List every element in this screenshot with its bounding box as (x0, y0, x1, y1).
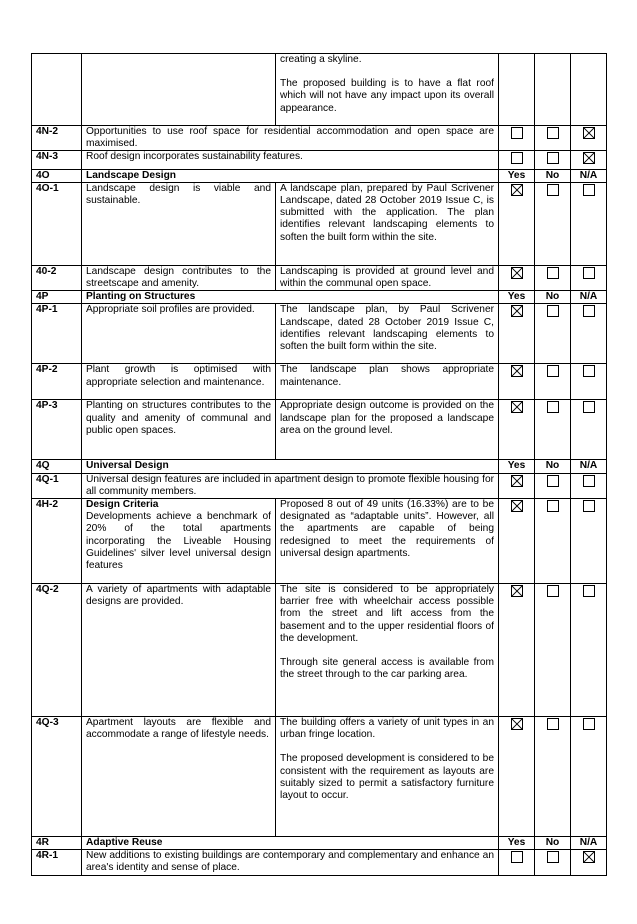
cell-no (535, 304, 571, 364)
checkbox-icon[interactable] (583, 585, 595, 597)
comment-paragraph: A landscape plan, prepared by Paul Scrivener Landscape, dated 28 October 2019 Issue C, is submitted with the application. The plan identifies relevant landscaping elements to soften the built form within the site. (280, 182, 494, 243)
cell-no (535, 850, 571, 875)
no-header: No (535, 291, 571, 304)
cell-na (571, 473, 607, 498)
comment-paragraph: The landscape plan shows appropriate maintenance. (280, 364, 494, 388)
table-row (32, 364, 607, 400)
objective-code: 4Q-2 (32, 584, 82, 717)
table-row (32, 473, 607, 498)
cell-no (535, 151, 571, 169)
checkbox-icon[interactable] (547, 184, 559, 196)
comment-cell (276, 182, 499, 265)
document-page (31, 53, 607, 876)
section-code: 4P (32, 291, 82, 304)
section-title: Adaptive Reuse (82, 837, 499, 850)
requirement-text: Plant growth is optimised with appropriate selection and maintenance. (82, 364, 276, 400)
objective-code: 4P-2 (32, 364, 82, 400)
table-row (32, 400, 607, 460)
comment-paragraph: Through site general access is available from the street through to the car parking area. (280, 657, 494, 681)
requirement-text: Roof design incorporates sustainability features. (82, 151, 499, 169)
no-header: No (535, 837, 571, 850)
table-row (32, 151, 607, 169)
objective-code (32, 54, 82, 126)
objective-code: 4O-1 (32, 182, 82, 265)
checkbox-icon[interactable] (547, 127, 559, 139)
yes-header: Yes (499, 291, 535, 304)
no-header: No (535, 169, 571, 182)
cell-no (535, 54, 571, 126)
checked-box-icon[interactable] (511, 184, 523, 196)
comment-paragraph: Appropriate design outcome is provided on the landscape plan for the proposed a landscape area on the ground level. (280, 400, 494, 436)
checkbox-icon[interactable] (583, 305, 595, 317)
checkbox-icon[interactable] (547, 500, 559, 512)
objective-code: 4H-2 (32, 499, 82, 584)
cell-no (535, 473, 571, 498)
cell-na (571, 304, 607, 364)
checkbox-icon[interactable] (583, 475, 595, 487)
checked-box-icon[interactable] (583, 152, 595, 164)
cell-na (571, 717, 607, 837)
checked-box-icon[interactable] (583, 127, 595, 139)
checkbox-icon[interactable] (547, 267, 559, 279)
requirement-text: Apartment layouts are flexible and accommodate a range of lifestyle needs. (82, 717, 276, 837)
comment-cell (276, 54, 499, 126)
requirement-text: Landscape design contributes to the streetscape and amenity. (82, 265, 276, 290)
cell-no (535, 364, 571, 400)
objective-code: 4P-1 (32, 304, 82, 364)
cell-no (535, 182, 571, 265)
cell-yes (499, 499, 535, 584)
cell-yes (499, 850, 535, 875)
checkbox-icon[interactable] (511, 127, 523, 139)
cell-na (571, 151, 607, 169)
checked-box-icon[interactable] (583, 851, 595, 863)
comment-paragraph: The building offers a variety of unit types in an urban fringe location. (280, 717, 494, 741)
cell-no (535, 265, 571, 290)
na-header: N/A (571, 837, 607, 850)
comment-cell (276, 717, 499, 837)
section-header-row (32, 291, 607, 304)
checkbox-icon[interactable] (547, 475, 559, 487)
cell-yes (499, 717, 535, 837)
na-header: N/A (571, 291, 607, 304)
checked-box-icon[interactable] (511, 365, 523, 377)
section-code: 4O (32, 169, 82, 182)
checkbox-icon[interactable] (547, 365, 559, 377)
section-code: 4Q (32, 460, 82, 473)
na-header: N/A (571, 460, 607, 473)
requirement-text: New additions to existing buildings are contemporary and complementary and enhance an area's identity and sense of place. (82, 850, 499, 875)
requirement-text: Landscape design is viable and sustainable. (82, 182, 276, 265)
section-header-row (32, 837, 607, 850)
comment-paragraph: The proposed building is to have a flat roof which will not have any impact upon its overall appearance. (280, 78, 494, 114)
cell-na (571, 182, 607, 265)
checkbox-icon[interactable] (511, 152, 523, 164)
comment-paragraph: The site is considered to be appropriately barrier free with wheelchair access possible from the street and lift access from the basement and to the upper residential floors of the development. (280, 584, 494, 644)
checkbox-icon[interactable] (547, 152, 559, 164)
checkbox-icon[interactable] (583, 500, 595, 512)
comment-cell (276, 400, 499, 460)
cell-yes (499, 364, 535, 400)
cell-no (535, 400, 571, 460)
requirement-cell (82, 499, 276, 584)
section-title: Landscape Design (82, 169, 499, 182)
cell-yes (499, 584, 535, 717)
checkbox-icon[interactable] (547, 305, 559, 317)
table-row (32, 182, 607, 265)
comment-paragraph: Proposed 8 out of 49 units (16.33%) are to be designated as “adaptable units”. However, all the apartments are capable of being redesigned to meet the requirements of universal design apartments. (280, 499, 494, 559)
checked-box-icon[interactable] (511, 267, 523, 279)
requirement-text: Universal design features are included in apartment design to promote flexible housing for all community members. (82, 473, 499, 498)
checked-box-icon[interactable] (511, 305, 523, 317)
objective-code: 4Q-1 (32, 473, 82, 498)
cell-na (571, 499, 607, 584)
section-header-row (32, 460, 607, 473)
cell-yes (499, 182, 535, 265)
checkbox-icon[interactable] (547, 718, 559, 730)
table-row (32, 54, 607, 126)
requirement-text: Appropriate soil profiles are provided. (82, 304, 276, 364)
cell-yes (499, 400, 535, 460)
table-row (32, 265, 607, 290)
checkbox-icon[interactable] (583, 401, 595, 413)
checked-box-icon[interactable] (511, 401, 523, 413)
checkbox-icon[interactable] (547, 585, 559, 597)
checkbox-icon[interactable] (511, 851, 523, 863)
cell-yes (499, 151, 535, 169)
cell-na (571, 850, 607, 875)
checkbox-icon[interactable] (583, 267, 595, 279)
cell-na (571, 126, 607, 151)
objective-code: 4N-2 (32, 126, 82, 151)
requirement-text: A variety of apartments with adaptable designs are provided. (82, 584, 276, 717)
objective-code: 40-2 (32, 265, 82, 290)
checked-box-icon[interactable] (511, 475, 523, 487)
yes-header: Yes (499, 460, 535, 473)
checkbox-icon[interactable] (583, 184, 595, 196)
cell-yes (499, 126, 535, 151)
section-code: 4R (32, 837, 82, 850)
no-header: No (535, 460, 571, 473)
cell-yes (499, 265, 535, 290)
objective-code: 4R-1 (32, 850, 82, 875)
table-row (32, 850, 607, 875)
comment-cell (276, 499, 499, 584)
checked-box-icon[interactable] (511, 718, 523, 730)
checked-box-icon[interactable] (511, 500, 523, 512)
cell-yes (499, 304, 535, 364)
cell-yes (499, 473, 535, 498)
requirement-text: Developments achieve a benchmark of 20% of the total apartments incorporating the Liveable Housing Guidelines' silver level universal design features (86, 511, 271, 572)
checkbox-icon[interactable] (583, 718, 595, 730)
table-row (32, 304, 607, 364)
cell-na (571, 265, 607, 290)
adg-compliance-table (31, 53, 607, 876)
na-header: N/A (571, 169, 607, 182)
comment-paragraph: Landscaping is provided at ground level and within the communal open space. (280, 265, 494, 290)
yes-header: Yes (499, 837, 535, 850)
checkbox-icon[interactable] (547, 401, 559, 413)
cell-no (535, 584, 571, 717)
comment-cell (276, 364, 499, 400)
requirement-text (82, 54, 276, 126)
objective-code: 4N-3 (32, 151, 82, 169)
table-row (32, 717, 607, 837)
objective-code: 4Q-3 (32, 717, 82, 837)
cell-na (571, 54, 607, 126)
comment-paragraph: creating a skyline. (280, 54, 362, 65)
comment-cell (276, 304, 499, 364)
section-title: Universal Design (82, 460, 499, 473)
checkbox-icon[interactable] (583, 365, 595, 377)
checked-box-icon[interactable] (511, 585, 523, 597)
yes-header: Yes (499, 169, 535, 182)
cell-na (571, 584, 607, 717)
cell-na (571, 400, 607, 460)
objective-code: 4P-3 (32, 400, 82, 460)
cell-no (535, 126, 571, 151)
comment-paragraph: The landscape plan, by Paul Scrivener Landscape, dated 28 October 2019 Issue C, identifies relevant landscaping elements to soften the built form within the site. (280, 304, 494, 353)
comment-paragraph: The proposed development is considered to be consistent with the requirement as layouts are suitably sized to permit a satisfactory furniture layout to occur. (280, 753, 494, 802)
section-title: Planting on Structures (82, 291, 499, 304)
table-row (32, 499, 607, 584)
table-row (32, 584, 607, 717)
section-header-row (32, 169, 607, 182)
cell-no (535, 499, 571, 584)
table-row (32, 126, 607, 151)
checkbox-icon[interactable] (547, 851, 559, 863)
comment-cell (276, 584, 499, 717)
comment-cell (276, 265, 499, 290)
cell-na (571, 364, 607, 400)
cell-yes (499, 54, 535, 126)
cell-no (535, 717, 571, 837)
requirement-text: Planting on structures contributes to the quality and amenity of communal and public open spaces. (82, 400, 276, 460)
design-criteria-heading: Design Criteria (86, 499, 159, 511)
requirement-text: Opportunities to use roof space for residential accommodation and open space are maximised. (82, 126, 499, 151)
